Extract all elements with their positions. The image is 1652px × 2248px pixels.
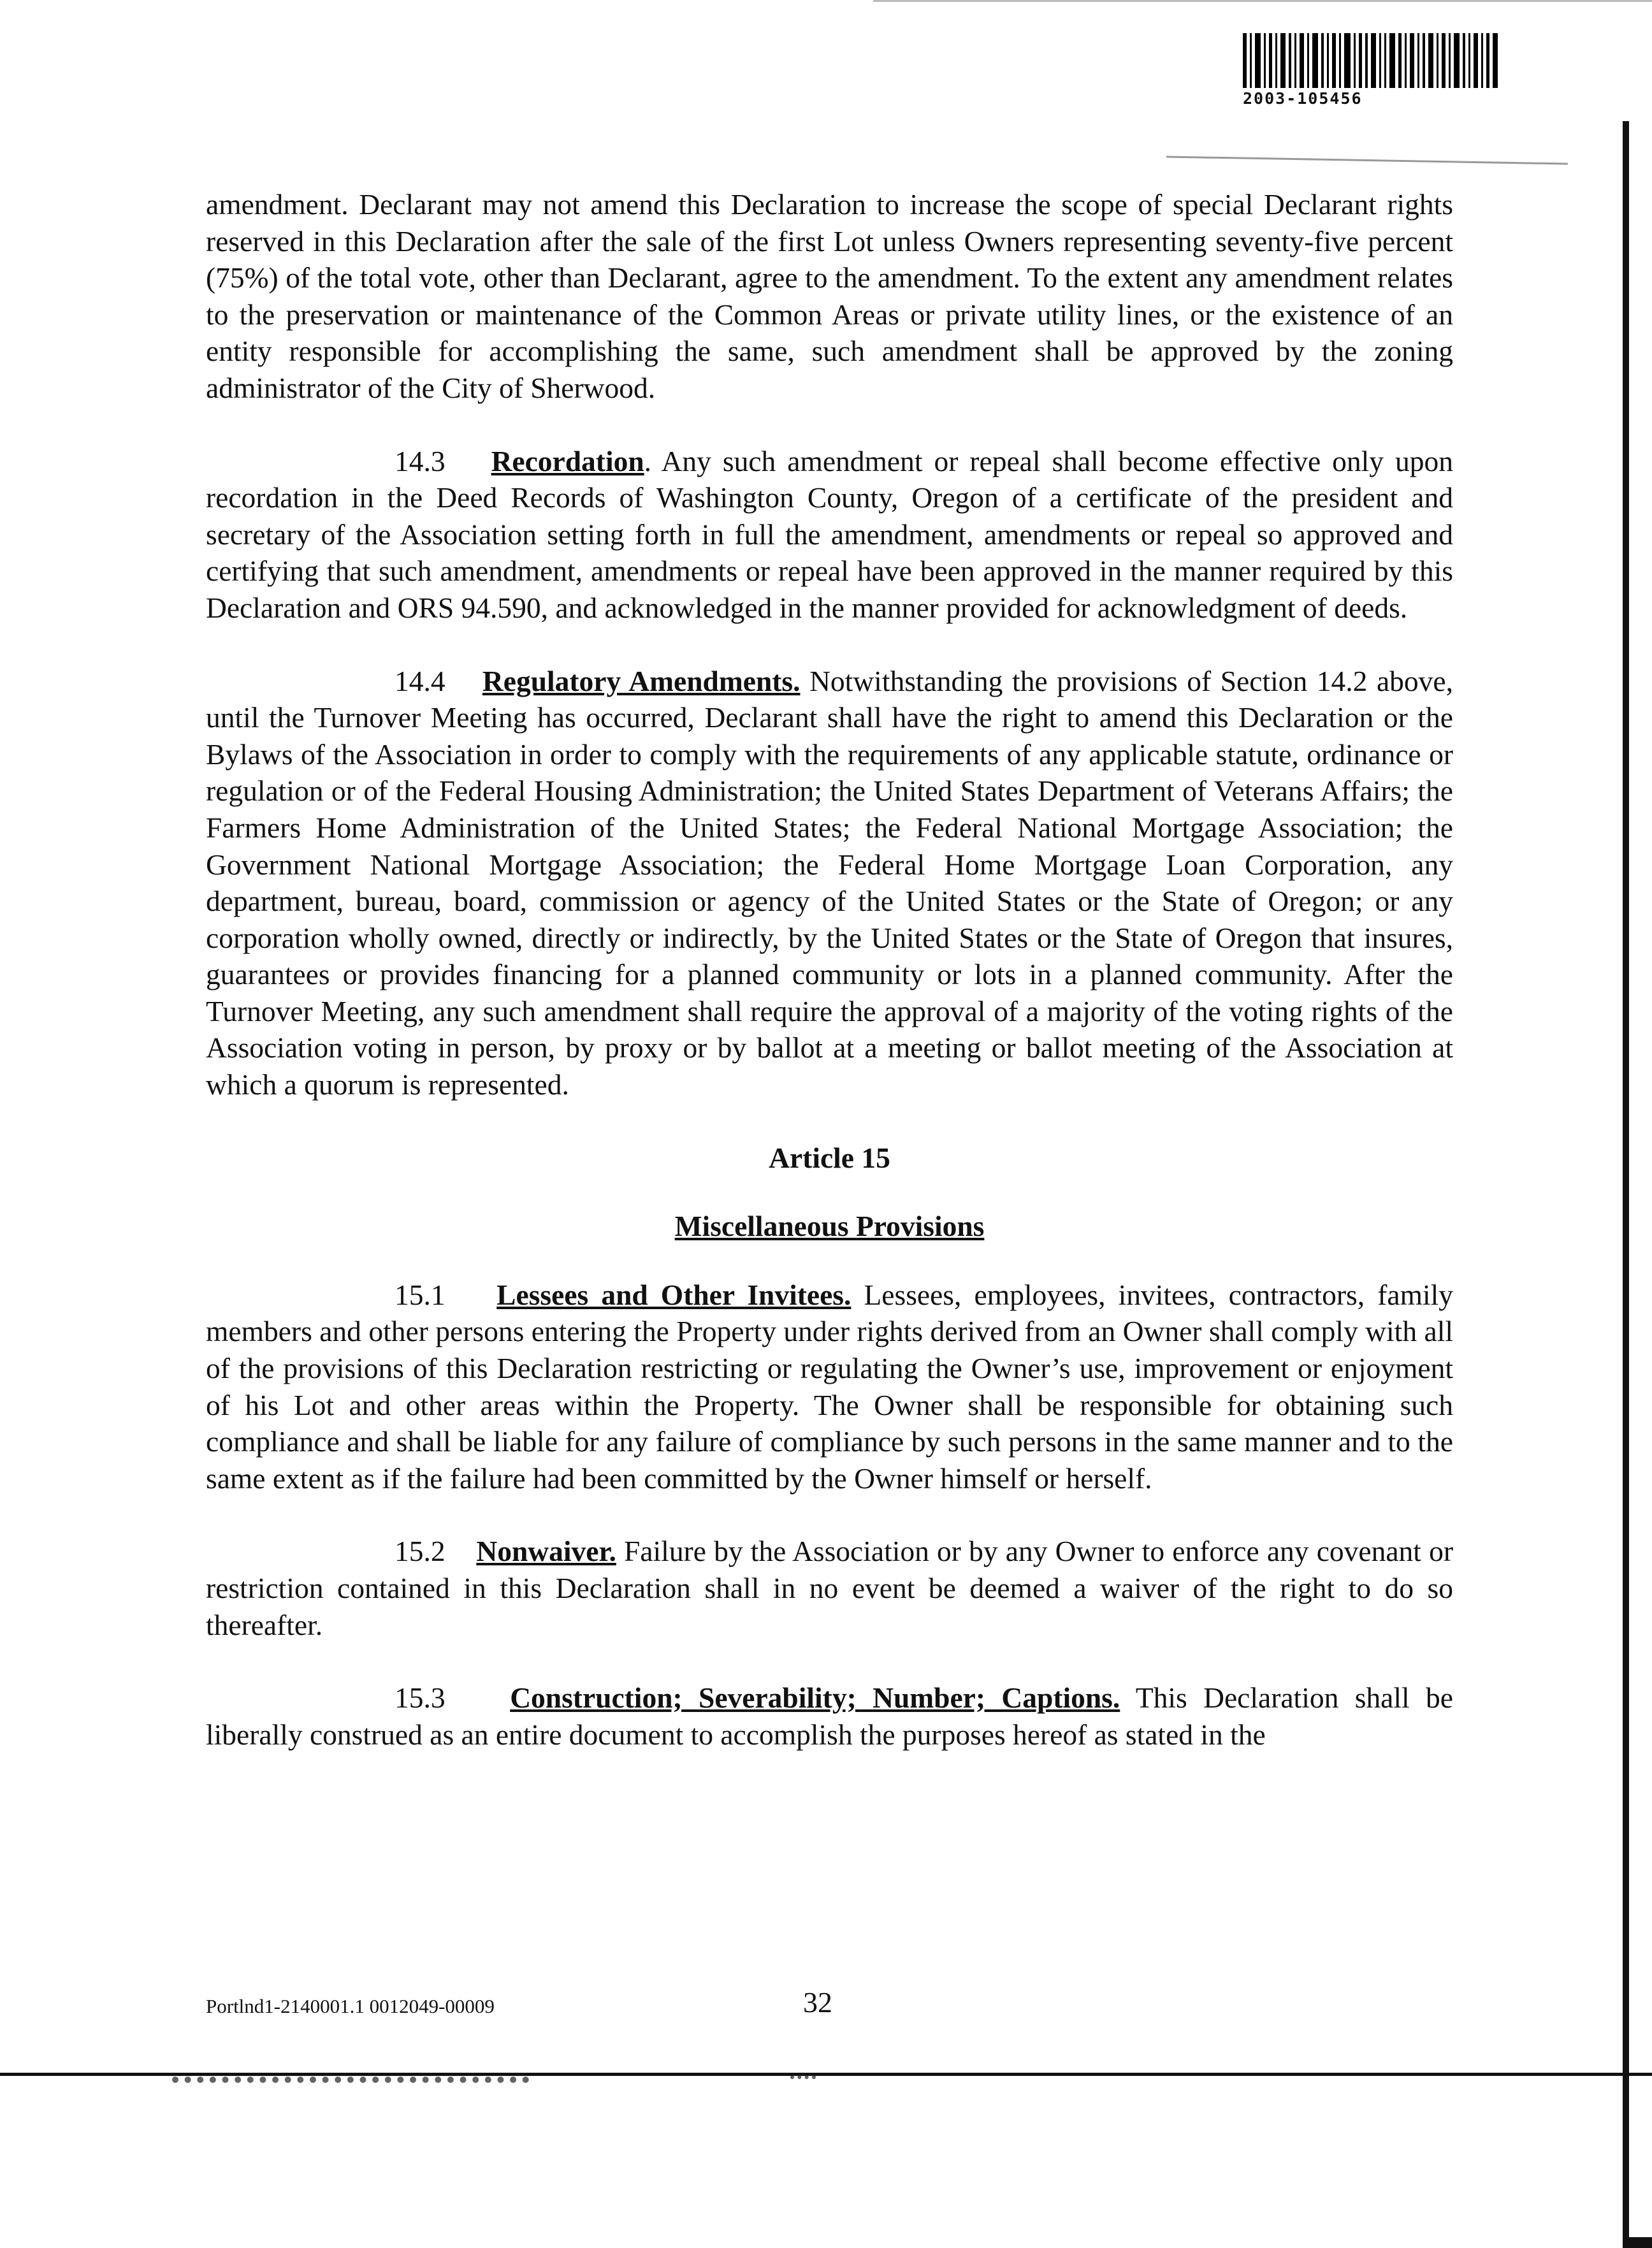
barcode-bar [1300,33,1304,88]
section-text: This Declaration shall be liberally construed as an entire document to accomplish the purposes hereof as stated in the [206,1681,1453,1751]
barcode-number: 2003-105456 [1243,89,1363,108]
section-text: Failure by the Association or by any Owner to enforce any covenant or restriction contained in this Declaration shall in no event be deemed a waiver of the right to do so thereafter. [206,1535,1453,1641]
scan-right-edge [1623,121,1629,2248]
section-heading: Regulatory Amendments. [482,664,801,697]
barcode-bar [1307,33,1309,88]
barcode-bar [1371,33,1376,88]
section-15-3 [206,1679,1453,1753]
barcode-bar [1339,33,1341,88]
section-text: Lessees, employees, invitees, contractors, family members and other persons entering the Property under rights derived from an Owner shall comply with all of the provisions of this Declaration restricting or regulating the Owner’s use, improvement or enjoyment of his Lot and other areas within the Property. The Owner shall be responsible for obtaining such compliance and shall be liable for any failure of compliance by such persons in the same manner and to the same extent as if the failure had been committed by the Owner himself or herself. [206,1278,1454,1495]
barcode-bar [1264,33,1266,88]
barcode-bar [1417,33,1419,88]
barcode-bar [1384,33,1386,88]
section-number: 15.1 [395,1278,446,1311]
barcode-bar [1344,33,1351,88]
section-heading: Construction; Severability; Number; Captions. [510,1681,1120,1715]
barcode-bar [1255,33,1261,88]
section-number: 15.3 [395,1681,446,1715]
barcode [1243,33,1536,108]
barcode-bar [1294,33,1296,88]
barcode-bar [1359,33,1362,88]
barcode-bar [1312,33,1318,88]
scan-corner [1623,2237,1652,2248]
intro-paragraph: amendment. Declarant may not amend this Declaration to increase the scope of special Declarant rights reserved in this Declaration after the sale of the first Lot unless Owners representing seventy-five percent (75%) of the total vote, other than Declarant, agree to the amendment. To the extent any amendment relates to the preservation or maintenance of the Common Areas or private utility lines, or the existence of an entity responsible for accomplishing the same, such amendment shall be approved by the zoning administrator of the City of Sherwood. [206,188,1453,404]
barcode-bar [1321,33,1324,88]
scan-top-rule [873,0,1652,2]
section-text: Notwithstanding the provisions of Section 14.2 above, until the Turnover Meeting has occurred, Declarant shall have the right to amend this Declaration or the Bylaws of the Association in order to comply with the requirements of any applicable statute, ordinance or regulation or of the Federal Housing Administration; the United States Department of Veterans Affairs; the Farmers Home Administration of the United States; the Federal National Mortgage Association; the Government National Mortgage Association; the Federal Home Mortgage Loan Corporation, any department, bureau, board, commission or agency of the United States or the State of Oregon; or any corporation wholly owned, directly or indirectly, by the United States or the State of Oregon that insures, guarantees or provides financing for a planned community or lots in a planned community. After the Turnover Meeting, any such amendment shall require the approval of a majority of the voting rights of the Association voting in person, by proxy or by ballot at a meeting or ballot meeting of the Association at which a quorum is represented. [206,664,1453,1101]
barcode-bar [1405,33,1407,88]
barcode-bar [1423,33,1425,88]
barcode-bars [1243,33,1536,88]
barcode-bar [1481,33,1483,88]
barcode-bar [1354,33,1356,88]
section-heading: Lessees and Other Invitees. [496,1278,851,1311]
section-text: . Any such amendment or repeal shall become effective only upon recordation in the Deed Records of Washington County, Oregon of a certificate of the president and secretary of the Association setting forth in full the amendment, amendments or repeal so approved and certifying that such amendment, amendments or repeal have been approved in the manner required by this Declaration and ORS 94.590, and acknowledged in the manner provided for acknowledgment of deeds. [206,444,1454,624]
article-subtitle: Miscellaneous Provisions [674,1210,985,1243]
barcode-bar [1275,33,1277,88]
barcode-bar [1454,33,1460,88]
section-heading: Recordation [491,444,644,477]
barcode-bar [1437,33,1438,88]
barcode-bar [1486,33,1489,88]
section-14-3 [206,443,1453,627]
barcode-bar [1289,33,1291,88]
barcode-bar [1280,33,1286,88]
scan-artifact-line [1166,156,1568,165]
section-number: 15.2 [395,1535,446,1568]
barcode-bar [1389,33,1395,88]
barcode-bar [1449,33,1451,88]
barcode-bar [1250,33,1252,88]
section-heading: Nonwaiver. [476,1535,616,1568]
barcode-bar [1243,33,1247,88]
section-14-4 [206,663,1453,1103]
barcode-bar [1398,33,1402,88]
barcode-bar [1474,33,1478,88]
footer-page-number: 32 [803,1986,832,2019]
article-title: Article 15 [769,1141,890,1174]
section-15-1 [206,1277,1453,1497]
scan-footer-rule [0,2073,1652,2076]
section-number: 14.4 [395,664,446,697]
barcode-bar [1428,33,1433,88]
section-number: 14.3 [395,444,446,477]
barcode-bar [1327,33,1329,88]
barcode-bar [1410,33,1414,88]
document-body [206,186,1453,1789]
footer-doc-id: Portlnd1-2140001.1 0012049-00009 [206,1995,495,2017]
barcode-bar [1442,33,1446,88]
barcode-bar [1332,33,1336,88]
barcode-bar [1365,33,1368,88]
scan-ghost-page-number [790,2075,816,2085]
section-15-2 [206,1533,1453,1643]
scan-ghost-footer [172,2077,529,2092]
barcode-bar [1379,33,1381,88]
barcode-bar [1468,33,1470,88]
barcode-bar [1269,33,1272,88]
barcode-bar [1493,33,1498,88]
barcode-bar [1463,33,1465,88]
